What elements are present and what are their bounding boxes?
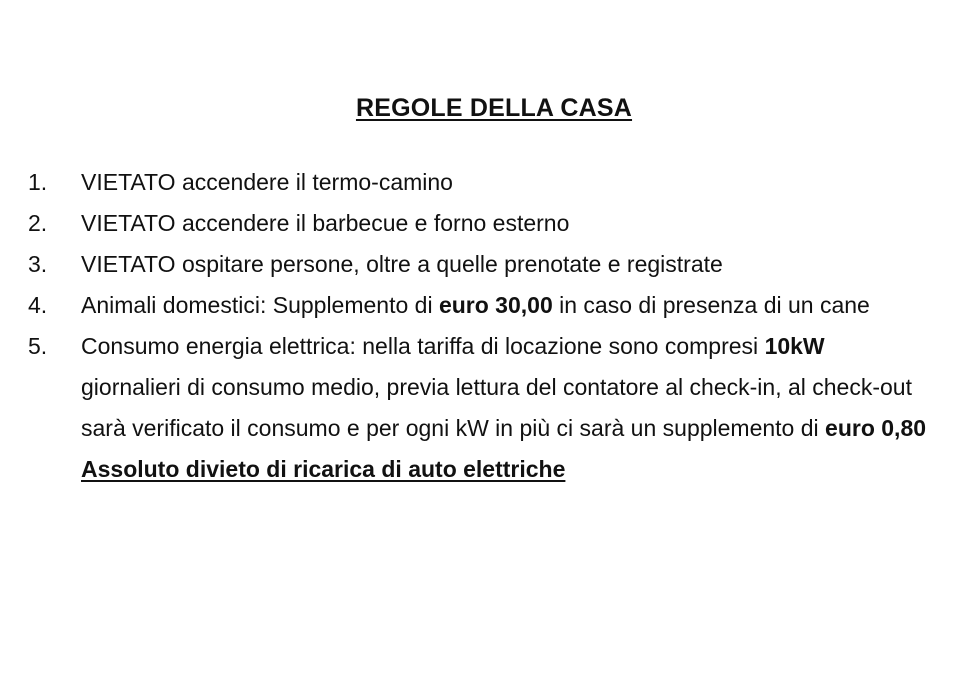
rule-text-middle: giornalieri di consumo medio, previa lettura del contatore al check-in, al check-out sarà verificato il consumo e per ogni kW in più ci sarà un supplemento di (81, 374, 912, 441)
page-title: REGOLE DELLA CASA (355, 94, 633, 122)
rule-text (81, 326, 928, 449)
rule-item-3 (28, 244, 928, 285)
included-energy-amount: 10kW (764, 333, 825, 359)
rule-text-before: Animali domestici: Supplemento di (81, 292, 439, 318)
rule-text: VIETATO accendere il barbecue e forno esterno (81, 210, 570, 236)
pet-supplement-amount: euro 30,00 (438, 292, 553, 318)
rule-text-before: Consumo energia elettrica: nella tariffa di locazione sono compresi (81, 333, 765, 359)
rule-text: VIETATO ospitare persone, oltre a quelle prenotate e registrate (81, 251, 723, 277)
rule-number: 4. (28, 292, 48, 318)
rules-list (28, 162, 928, 490)
rule-number: 5. (28, 333, 48, 359)
rule-number: 2. (28, 210, 48, 236)
rule-item-4 (28, 285, 928, 326)
rule-text-after: in caso di presenza di un cane (552, 292, 870, 318)
rule-item-2 (28, 203, 928, 244)
rule-text: VIETATO accendere il termo-camino (81, 169, 453, 195)
charging-ban-notice: Assoluto divieto di ricarica di auto elettriche (81, 456, 566, 482)
rule-text (81, 285, 928, 326)
rule-item-5 (28, 326, 928, 490)
energy-supplement-amount: euro 0,80 (825, 415, 927, 441)
rule-number: 1. (28, 169, 48, 195)
rule-item-1 (28, 162, 928, 203)
rule-number: 3. (28, 251, 48, 277)
